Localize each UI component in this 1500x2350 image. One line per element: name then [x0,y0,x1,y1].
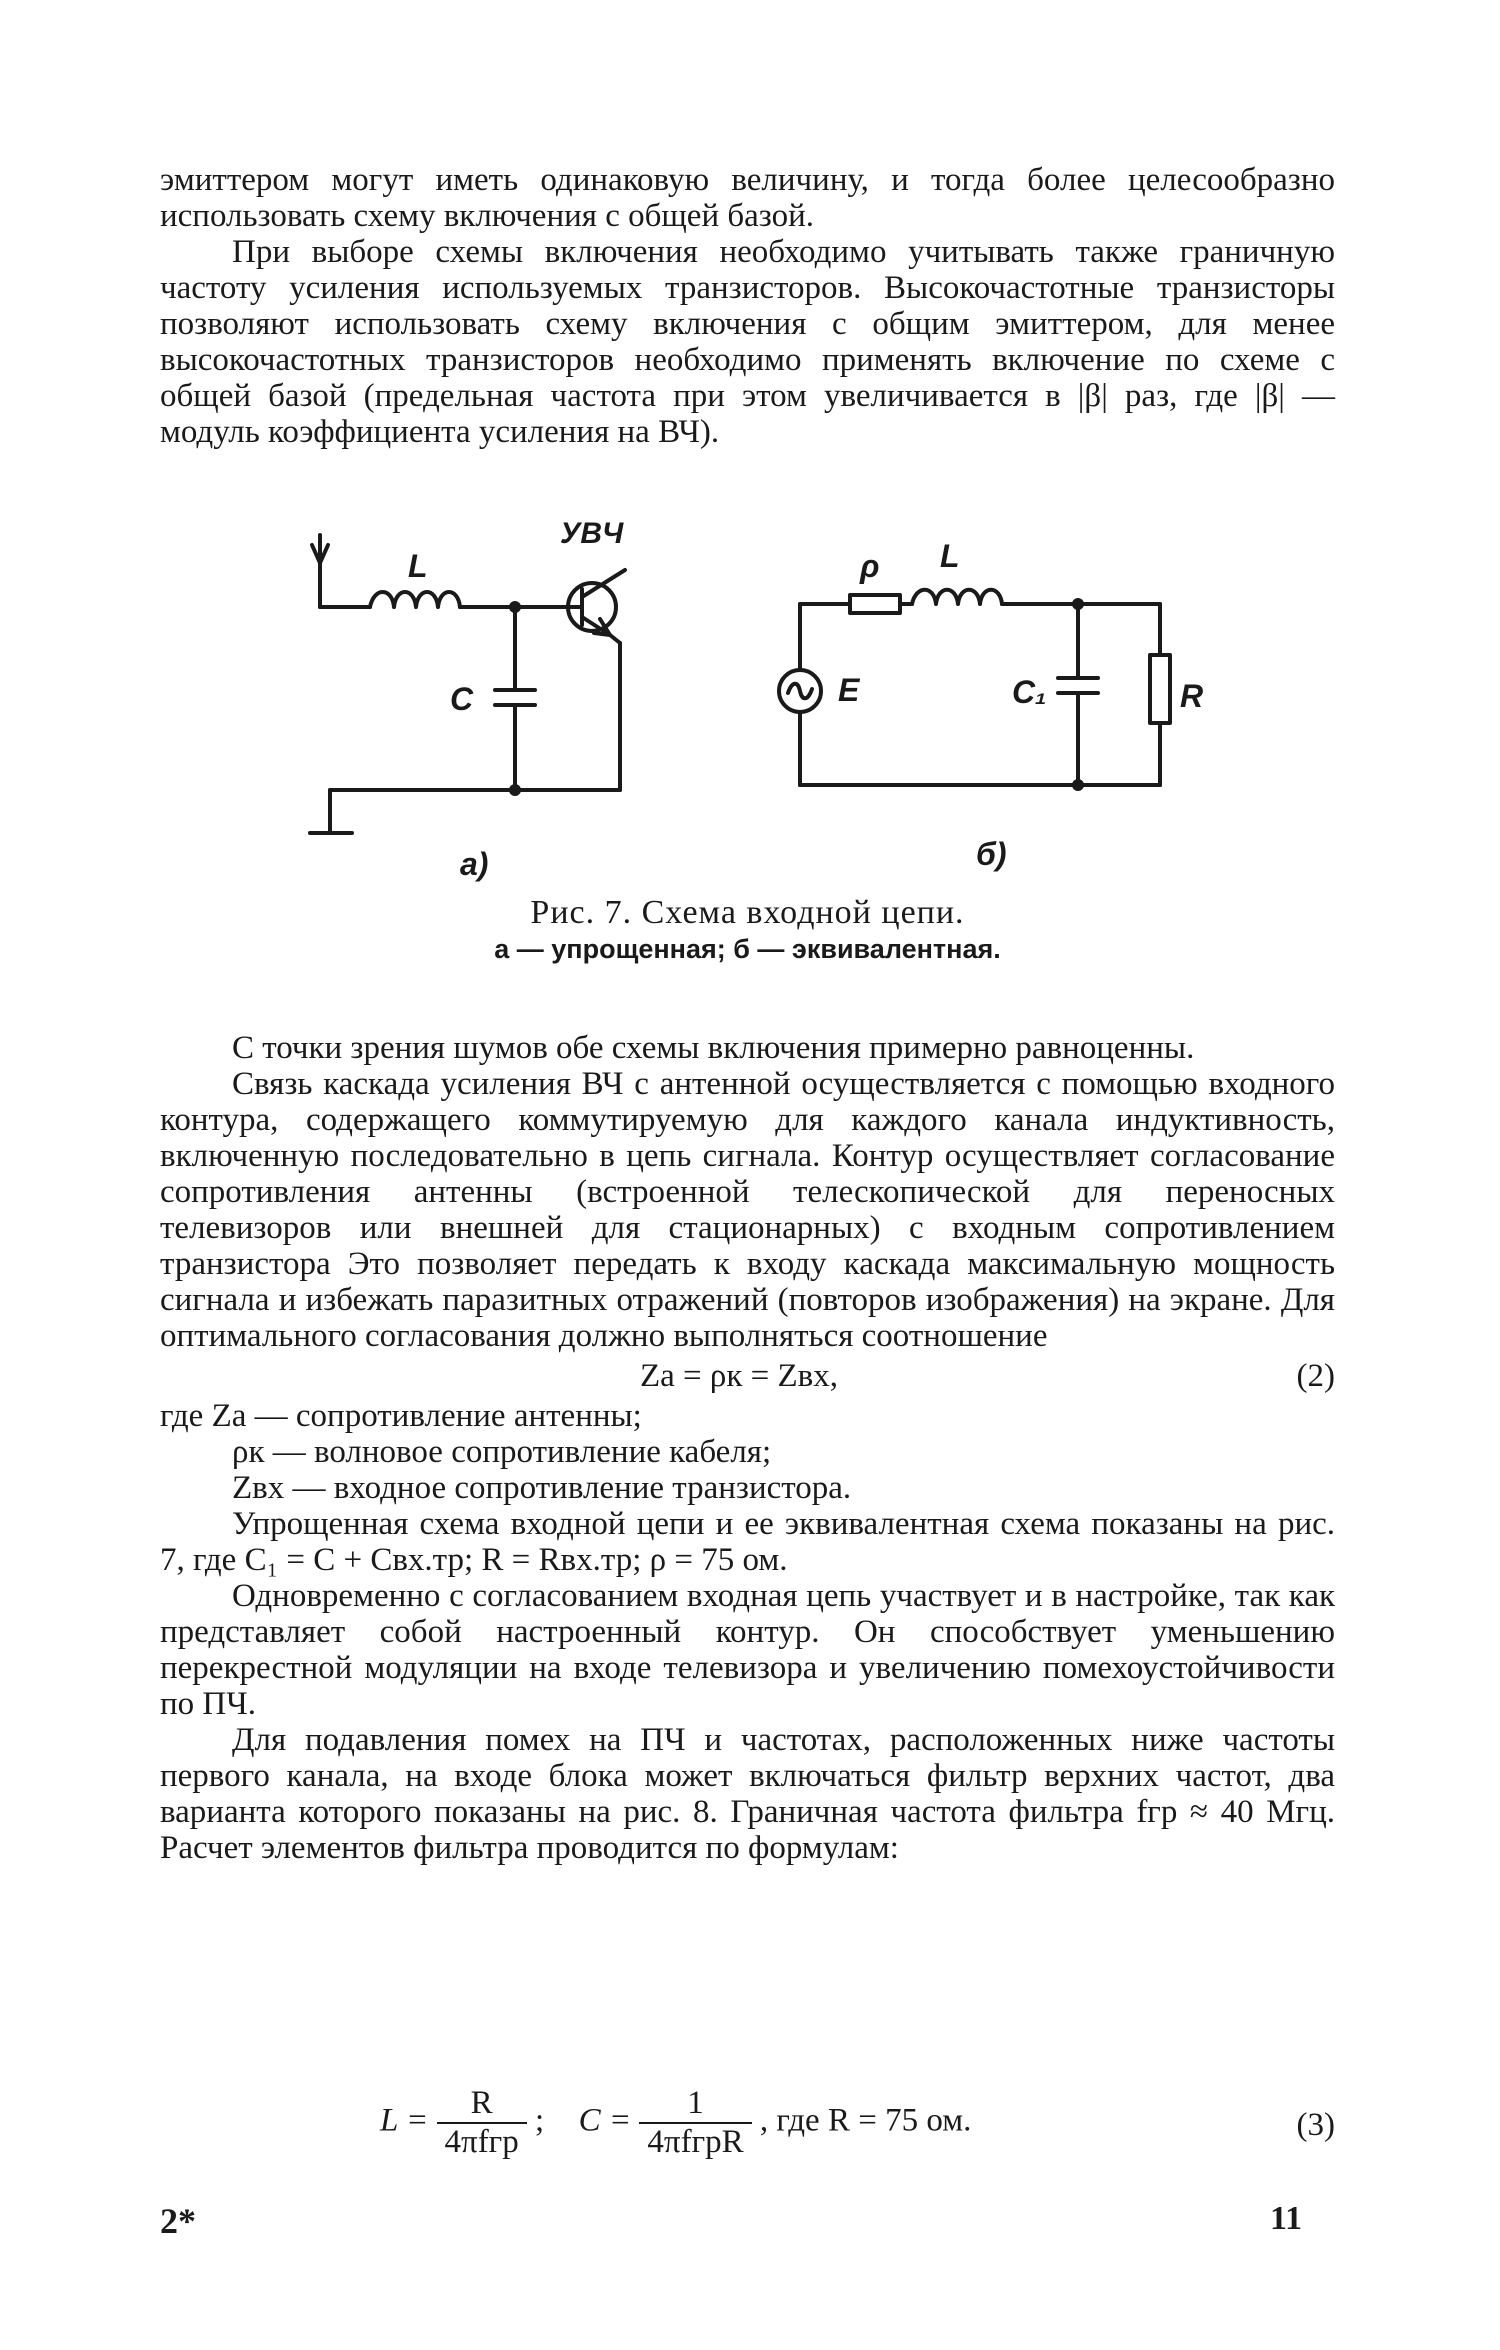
figure-7-circuit [300,515,1204,895]
formula-2-expression: Zа = ρк = Zвх, [640,1358,839,1394]
label-b-R: R [1180,678,1204,714]
label-a-uvch: УВЧ [560,517,624,550]
label-b-E: E [838,672,860,708]
paragraph-tuning: Одновременно с согласованием входная цепь участвует и в настройке, так как представляет собой настроенный контур. Он способствует уменьшению перекрестной модуляции на входе телевизора и увеличению помехоустойчивости по ПЧ. [160,1578,1335,1722]
formula-3-tail: , где R = 75 ом. [759,2102,972,2139]
formula-3-L-num: R [437,2085,527,2124]
formula-3-sep: ; [534,2102,545,2139]
paragraph-filter: Для подавления помех на ПЧ и частотах, расположенных ниже частоты первого канала, на входе блока может включаться фильтр верхних частот, два варианта которого показаны на рис. 8. Граничная частота фильтра fгр ≈ 40 Мгц. Расчет элементов фильтра проводится по формулам: [160,1722,1335,1866]
label-a-L: L [408,548,428,584]
formula-3-number: (3) [1296,2107,1335,2143]
where-item-za: где Zа — сопротивление антенны; [160,1398,642,1434]
inductor-L-a [370,592,460,607]
resistor-rho [850,595,900,613]
label-b: б) [976,836,1007,872]
formula-3-L-fraction [437,2085,527,2161]
label-b-rho: ρ [860,548,880,584]
caption-title: Рис. 7. Схема входной цепи. [530,894,965,931]
page-number: 11 [1270,2200,1303,2237]
label-b-C1: C₁ [1012,674,1047,710]
caption-subtitle: а — упрощенная; б — эквивалентная. [494,934,1001,964]
formula-3-L-lhs: L = [380,2102,429,2139]
where-list [160,1398,1335,1506]
paragraph-simplified-scheme: Упрощенная схема входной цепи и ее эквивалентная схема показаны на рис. 7, где C₁ = C + Cвх.тр; R = Rвх.тр; ρ = 75 ом. [160,1506,1335,1578]
figure-caption [160,893,1335,965]
where-item-zvx: Zвх — входное сопротивление транзистора. [232,1470,852,1506]
top-text [160,162,1335,450]
formula-3-L-den: 4πfгр [444,2124,519,2160]
paragraph-transistor-frequency: При выборе схемы включения необходимо учитывать также граничную частоту усиления используемых транзисторов. Высокочастотные транзисторы позволяют использовать схему включения с общим эмиттером, для менее высокочастотных транзисторов необходимо применять включение по схеме с общей базой (предельная частота при этом увеличивается в |β| раз, где |β| — модуль коэффициента усиления на ВЧ). [160,234,1335,450]
signature-mark: 2* [160,2201,196,2241]
formula-3-C-lhs: C = [578,2102,632,2139]
label-b-L: L [940,538,960,574]
formula-3-C-fraction [639,2085,751,2161]
label-a: а) [460,846,489,882]
label-a-C: C [450,681,474,717]
where-item-rho: ρк — волновое сопротивление кабеля; [232,1434,772,1470]
formula-2-number: (2) [1296,1358,1335,1394]
paragraph-antenna-coupling: Связь каскада усиления ВЧ с антенной осуществляется с помощью входного контура, содержащего коммутируемую для каждого канала индуктивность, включенную последовательно в цепь сигнала. Контур осуществляет согласование сопротивления антенны (встроенной телескопической для переносных телевизоров или внешней для стационарных) с входным сопротивлением транзистора Это позволяет передать к входу каскада максимальную мощность сигнала и избежать паразитных отражений (повторов изображения) на экране. Для оптимального согласования должно выполняться соотношение [160,1066,1335,1354]
middle-text [160,1030,1335,1866]
sine-icon [788,684,812,699]
formula-3 [160,2085,1335,2175]
resistor-R [1150,655,1170,723]
paragraph-noise: С точки зрения шумов обе схемы включения примерно равноценны. [232,1030,1195,1066]
formula-2 [160,1354,1335,1398]
inductor-L-b [912,590,1002,604]
formula-3-C-num: 1 [639,2085,751,2124]
paragraph-continuation: эмиттером могут иметь одинаковую величину, и тогда более целесообразно использовать схему включения с общей базой. [160,162,1335,234]
formula-3-C-den: 4πfгрR [647,2124,744,2160]
